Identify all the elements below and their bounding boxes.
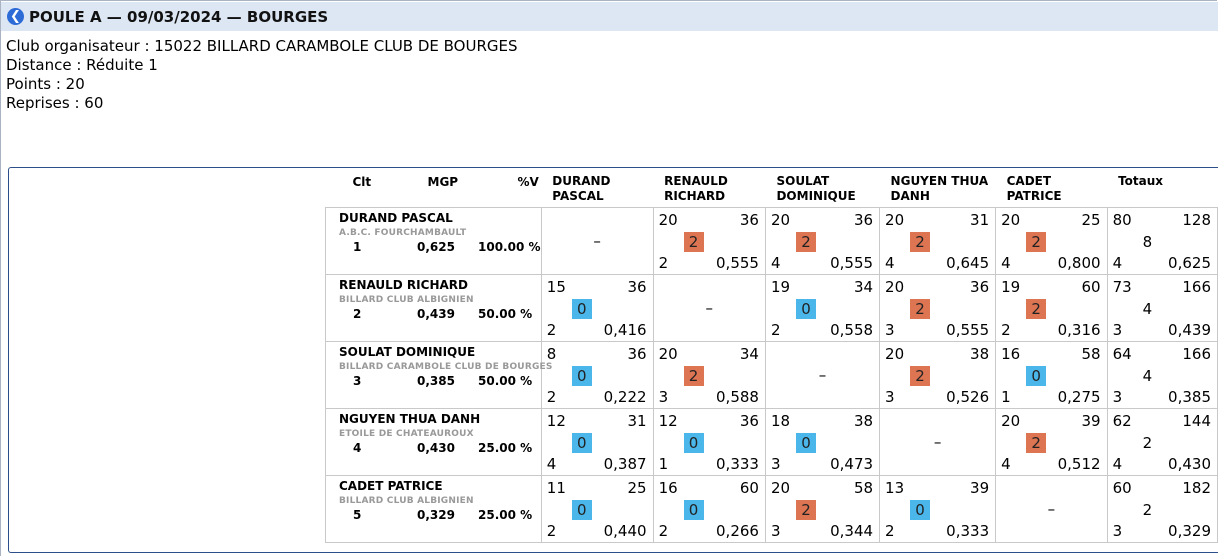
player-club: A.B.C. FOURCHAMBAULT [339, 228, 467, 238]
match-points: 20 [770, 479, 791, 497]
match-average: 0,555 [716, 254, 759, 272]
self-match-cell: – [996, 476, 1107, 543]
match-cell [996, 342, 1107, 409]
match-points: 12 [546, 412, 566, 430]
match-points: 13 [885, 479, 905, 497]
match-cell [541, 409, 653, 476]
match-points: 20 [1001, 211, 1021, 229]
match-series: 3 [885, 321, 895, 339]
self-match-cell: – [653, 275, 765, 342]
match-points-badge: 2 [1026, 232, 1046, 252]
total-series: 3 [1112, 321, 1123, 339]
totals-cell [1107, 409, 1217, 476]
match-points: 20 [885, 278, 905, 296]
match-cell [653, 476, 765, 543]
match-cell [653, 208, 765, 275]
match-cell [880, 275, 996, 342]
match-points: 20 [885, 211, 905, 229]
match-reprises: 58 [853, 479, 874, 497]
match-reprises: 36 [739, 211, 759, 229]
player-name: SOULAT DOMINIQUE [339, 345, 476, 359]
match-points: 16 [1001, 345, 1021, 363]
match-average: 0,526 [946, 388, 990, 406]
match-reprises: 36 [739, 412, 759, 430]
match-average: 0,266 [716, 522, 759, 540]
title-bar [1, 2, 1218, 31]
opponent-header-4: NGUYEN THUA DANH [890, 174, 989, 203]
back-arrow-icon[interactable]: ❮ [7, 8, 24, 25]
match-points-badge: 2 [910, 299, 930, 319]
match-series: 3 [770, 522, 781, 540]
total-reprises: 166 [1182, 345, 1211, 363]
match-cell [765, 409, 879, 476]
total-reprises: 166 [1182, 278, 1211, 296]
match-cell [653, 409, 765, 476]
player-cell [326, 208, 542, 275]
match-average: 0,316 [1057, 321, 1101, 339]
match-series: 4 [885, 254, 895, 272]
match-reprises: 36 [853, 211, 874, 229]
page-title: POULE A — 09/03/2024 — BOURGES [29, 7, 329, 26]
match-points-badge: 0 [1026, 366, 1046, 386]
total-points: 73 [1112, 278, 1132, 296]
match-series: 3 [885, 388, 895, 406]
total-average: 0,329 [1168, 522, 1211, 540]
match-reprises: 39 [970, 479, 990, 497]
match-average: 0,555 [946, 321, 990, 339]
totals-cell [1107, 476, 1217, 543]
total-series: 3 [1112, 388, 1123, 406]
player-name: CADET PATRICE [339, 479, 443, 493]
match-points: 18 [770, 412, 791, 430]
match-series: 4 [1001, 455, 1011, 473]
match-series: 2 [1001, 321, 1011, 339]
organizer-club: Club organisateur : 15022 BILLARD CARAMBOLE CLUB DE BOURGES [6, 37, 518, 55]
match-reprises: 60 [739, 479, 759, 497]
total-average: 0,439 [1168, 321, 1211, 339]
match-series: 2 [658, 522, 669, 540]
total-match-points: 4 [1142, 367, 1153, 385]
match-points: 20 [1001, 412, 1021, 430]
player-mgp: 0,625 [417, 240, 455, 254]
match-points: 16 [658, 479, 678, 497]
match-cell [541, 342, 653, 409]
match-series: 2 [546, 388, 557, 406]
player-mgp: 0,329 [417, 508, 455, 522]
match-average: 0,645 [946, 254, 990, 272]
match-points: 15 [546, 278, 566, 296]
opponent-header-1: DURAND PASCAL [552, 174, 611, 203]
match-cell [541, 275, 653, 342]
header-row [326, 171, 1218, 208]
match-points: 11 [546, 479, 566, 497]
match-average: 0,387 [603, 455, 647, 473]
match-average: 0,344 [830, 522, 874, 540]
total-match-points: 4 [1142, 300, 1153, 318]
player-name: DURAND PASCAL [339, 211, 453, 225]
player-cell [326, 275, 542, 342]
match-series: 2 [658, 254, 669, 272]
match-points-badge: 0 [684, 433, 704, 453]
total-average: 0,385 [1168, 388, 1211, 406]
totals-cell [1107, 342, 1217, 409]
match-points-badge: 0 [572, 366, 592, 386]
match-points: 8 [546, 345, 557, 363]
player-cell [326, 476, 542, 543]
player-rank: 1 [353, 240, 362, 254]
match-reprises: 31 [627, 412, 647, 430]
self-match-cell: – [765, 342, 879, 409]
match-cell [996, 275, 1107, 342]
match-average: 0,588 [716, 388, 759, 406]
totals-cell [1107, 208, 1217, 275]
match-points: 20 [658, 211, 678, 229]
match-reprises: 36 [627, 345, 647, 363]
match-points: 20 [770, 211, 791, 229]
total-average: 0,625 [1168, 254, 1211, 272]
total-series: 4 [1112, 254, 1123, 272]
table-row [326, 409, 1218, 476]
total-reprises: 144 [1182, 412, 1211, 430]
match-average: 0,555 [830, 254, 874, 272]
match-average: 0,473 [830, 455, 874, 473]
player-mgp: 0,439 [417, 307, 455, 321]
points-label: Points : 20 [6, 75, 85, 93]
match-points-badge: 0 [572, 433, 592, 453]
match-cell [765, 275, 879, 342]
totals-cell [1107, 275, 1217, 342]
match-reprises: 38 [970, 345, 990, 363]
opponent-header-3: SOULAT DOMINIQUE [776, 174, 856, 203]
match-average: 0,333 [946, 522, 990, 540]
match-series: 2 [546, 522, 557, 540]
player-name: RENAULD RICHARD [339, 278, 468, 292]
tournament-info [6, 37, 518, 113]
table-row [326, 208, 1218, 275]
total-series: 4 [1112, 455, 1123, 473]
match-series: 4 [770, 254, 781, 272]
match-points-badge: 0 [684, 500, 704, 520]
total-average: 0,430 [1168, 455, 1211, 473]
table-row [326, 476, 1218, 543]
player-header [326, 171, 542, 208]
player-win-pct: 25.00 % [478, 508, 533, 522]
total-reprises: 128 [1182, 211, 1211, 229]
player-cell [326, 342, 553, 409]
clt-header: Clt [352, 175, 372, 189]
match-series: 1 [1001, 388, 1011, 406]
player-win-pct: 100.00 % [478, 240, 541, 254]
match-reprises: 34 [853, 278, 874, 296]
match-cell [653, 342, 765, 409]
player-club: ETOILE DE CHATEAUROUX [339, 429, 474, 439]
player-club: BILLARD CARAMBOLE CLUB DE BOURGES [339, 362, 553, 372]
match-cell [880, 476, 996, 543]
match-series: 3 [770, 455, 781, 473]
match-series: 1 [658, 455, 669, 473]
total-reprises: 182 [1182, 479, 1211, 497]
player-rank: 3 [353, 374, 362, 388]
match-cell [996, 208, 1107, 275]
match-points-badge: 2 [910, 366, 930, 386]
match-cell [880, 342, 996, 409]
match-reprises: 25 [1081, 211, 1101, 229]
match-series: 4 [1001, 254, 1011, 272]
total-points: 80 [1112, 211, 1132, 229]
match-reprises: 38 [853, 412, 874, 430]
match-average: 0,512 [1057, 455, 1101, 473]
match-reprises: 34 [739, 345, 759, 363]
match-points: 20 [885, 345, 905, 363]
match-reprises: 36 [627, 278, 647, 296]
results-grid [325, 171, 1218, 543]
match-points-badge: 0 [796, 433, 816, 453]
match-points-badge: 2 [796, 232, 816, 252]
match-points-badge: 2 [910, 232, 930, 252]
match-series: 3 [658, 388, 669, 406]
player-rank: 2 [353, 307, 362, 321]
match-points-badge: 2 [796, 500, 816, 520]
match-series: 2 [885, 522, 895, 540]
match-cell [541, 476, 653, 543]
match-points-badge: 2 [684, 232, 704, 252]
opponent-header-5: CADET PATRICE [1006, 174, 1062, 203]
match-points: 19 [770, 278, 791, 296]
player-cell [326, 409, 542, 476]
match-points-badge: 0 [572, 299, 592, 319]
total-match-points: 8 [1142, 233, 1153, 251]
total-match-points: 2 [1142, 501, 1153, 519]
match-points-badge: 2 [1026, 433, 1046, 453]
match-average: 0,416 [603, 321, 647, 339]
player-win-pct: 50.00 % [478, 374, 533, 388]
opponent-header-2: RENAULD RICHARD [664, 174, 728, 203]
player-name: NGUYEN THUA DANH [339, 412, 481, 426]
player-rank: 5 [353, 508, 362, 522]
match-points: 19 [1001, 278, 1021, 296]
table-row [326, 342, 1218, 409]
player-rank: 4 [353, 441, 362, 455]
self-match-cell: – [541, 208, 653, 275]
match-points-badge: 2 [1026, 299, 1046, 319]
match-series: 4 [546, 455, 557, 473]
match-series: 2 [770, 321, 781, 339]
match-points-badge: 0 [572, 500, 592, 520]
player-club: BILLARD CLUB ALBIGNIEN [339, 295, 474, 305]
distance-label: Distance : Réduite 1 [6, 56, 158, 74]
match-cell [880, 208, 996, 275]
player-win-pct: 25.00 % [478, 441, 533, 455]
player-club: BILLARD CLUB ALBIGNIEN [339, 496, 474, 506]
match-average: 0,800 [1057, 254, 1101, 272]
match-average: 0,440 [603, 522, 647, 540]
totals-header: Totaux [1118, 174, 1164, 188]
match-reprises: 25 [627, 479, 647, 497]
player-mgp: 0,430 [417, 441, 455, 455]
match-cell [765, 476, 879, 543]
match-average: 0,275 [1057, 388, 1101, 406]
match-points-badge: 0 [910, 500, 930, 520]
match-average: 0,222 [603, 388, 647, 406]
match-average: 0,333 [716, 455, 759, 473]
self-match-cell: – [880, 409, 996, 476]
match-reprises: 31 [970, 211, 990, 229]
table-row [326, 275, 1218, 342]
match-reprises: 36 [970, 278, 990, 296]
total-points: 62 [1112, 412, 1132, 430]
total-points: 60 [1112, 479, 1132, 497]
match-cell [765, 208, 879, 275]
match-reprises: 58 [1081, 345, 1101, 363]
match-points: 12 [658, 412, 678, 430]
pctv-header: %V [517, 175, 539, 189]
player-mgp: 0,385 [417, 374, 455, 388]
match-average: 0,558 [830, 321, 874, 339]
total-points: 64 [1112, 345, 1132, 363]
match-points-badge: 2 [684, 366, 704, 386]
match-cell [996, 409, 1107, 476]
match-reprises: 60 [1081, 278, 1101, 296]
match-points: 20 [658, 345, 678, 363]
reprises-label: Reprises : 60 [6, 94, 104, 112]
total-series: 3 [1112, 522, 1123, 540]
mgp-header: MGP [427, 175, 459, 189]
total-match-points: 2 [1142, 434, 1153, 452]
match-points-badge: 0 [796, 299, 816, 319]
player-win-pct: 50.00 % [478, 307, 533, 321]
match-series: 2 [546, 321, 557, 339]
match-reprises: 39 [1081, 412, 1101, 430]
